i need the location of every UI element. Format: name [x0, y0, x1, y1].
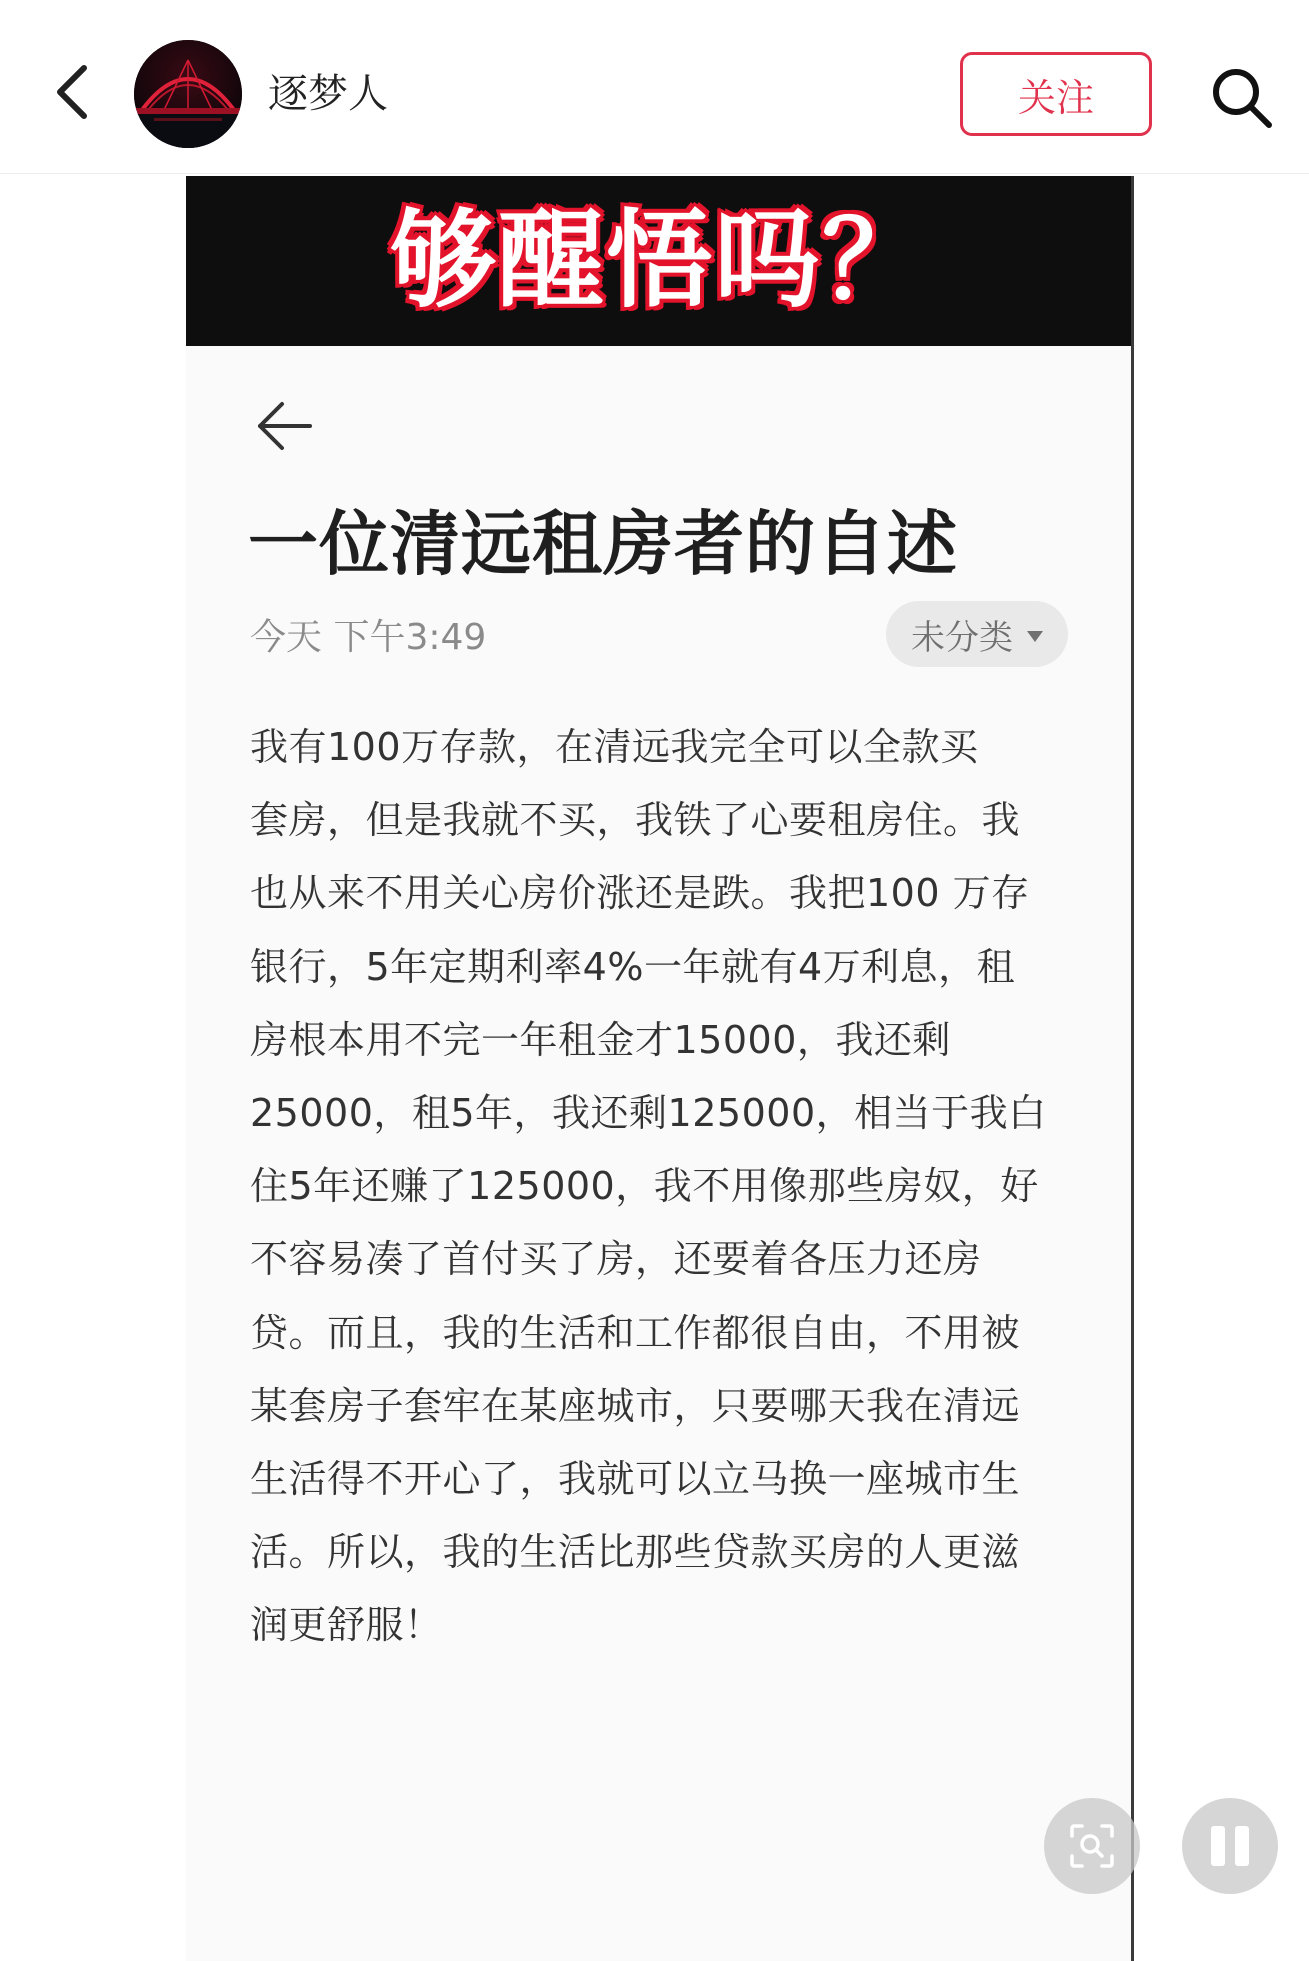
pause-bar-right	[1235, 1826, 1249, 1866]
pause-bar-left	[1211, 1826, 1225, 1866]
pause-icon	[1206, 1826, 1254, 1866]
video-banner	[186, 176, 1134, 346]
body-line: 不容易凑了首付买了房，还要着各压力还房	[250, 1237, 982, 1282]
body-line: 我有100万存款，在清远我完全可以全款买	[250, 725, 979, 769]
note-title: 一位清远租房者的自述	[248, 503, 958, 585]
top-app-bar	[0, 0, 1309, 174]
body-line: 也从来不用关心房价涨还是跌。我把100 万存	[250, 871, 1030, 916]
body-line: 住5年还赚了125000，我不用像那些房奴，好	[250, 1164, 1039, 1209]
body-line: 25000，租5年，我还剩125000，相当于我白	[250, 1090, 1047, 1135]
category-label: 未分类	[911, 617, 1013, 658]
body-line: 某套房子套牢在某座城市，只要哪天我在清远	[250, 1383, 1021, 1428]
search-icon	[1209, 65, 1275, 131]
body-line: 生活得不开心了，我就可以立马换一座城市生	[250, 1456, 1021, 1501]
body-line: 润更舒服！	[250, 1603, 443, 1648]
body-line: 套房，但是我就不买，我铁了心要租房住。我	[250, 798, 1021, 843]
avatar-image	[134, 40, 242, 148]
banner-text: 够醒悟吗？	[390, 199, 930, 322]
body-line: 活。所以，我的生活比那些贷款买房的人更滋	[250, 1530, 1021, 1575]
username[interactable]: 逐梦人	[268, 71, 388, 117]
body-line: 贷。而且，我的生活和工作都很自由，不用被	[250, 1310, 1021, 1355]
note-timestamp: 今天 下午3:49	[250, 617, 487, 658]
caret-down-icon	[1027, 631, 1043, 642]
pause-button[interactable]	[1182, 1798, 1278, 1894]
note-body	[250, 711, 1076, 1662]
category-chip	[886, 601, 1068, 667]
body-line: 房根本用不完一年租金才15000，我还剩	[250, 1017, 951, 1062]
avatar[interactable]	[134, 40, 242, 148]
search-button[interactable]	[1202, 58, 1282, 138]
video-frame[interactable]	[186, 176, 1134, 1961]
body-line: 银行，5年定期利率4%一年就有4万利息，租	[250, 944, 1016, 989]
back-button[interactable]	[44, 52, 100, 132]
follow-button[interactable]: 关注	[960, 52, 1152, 136]
note-back-button	[252, 394, 316, 458]
lens-search-button[interactable]	[1044, 1798, 1140, 1894]
lens-search-icon	[1068, 1822, 1116, 1870]
chevron-left-icon	[54, 64, 90, 120]
arrow-left-icon	[252, 394, 316, 458]
